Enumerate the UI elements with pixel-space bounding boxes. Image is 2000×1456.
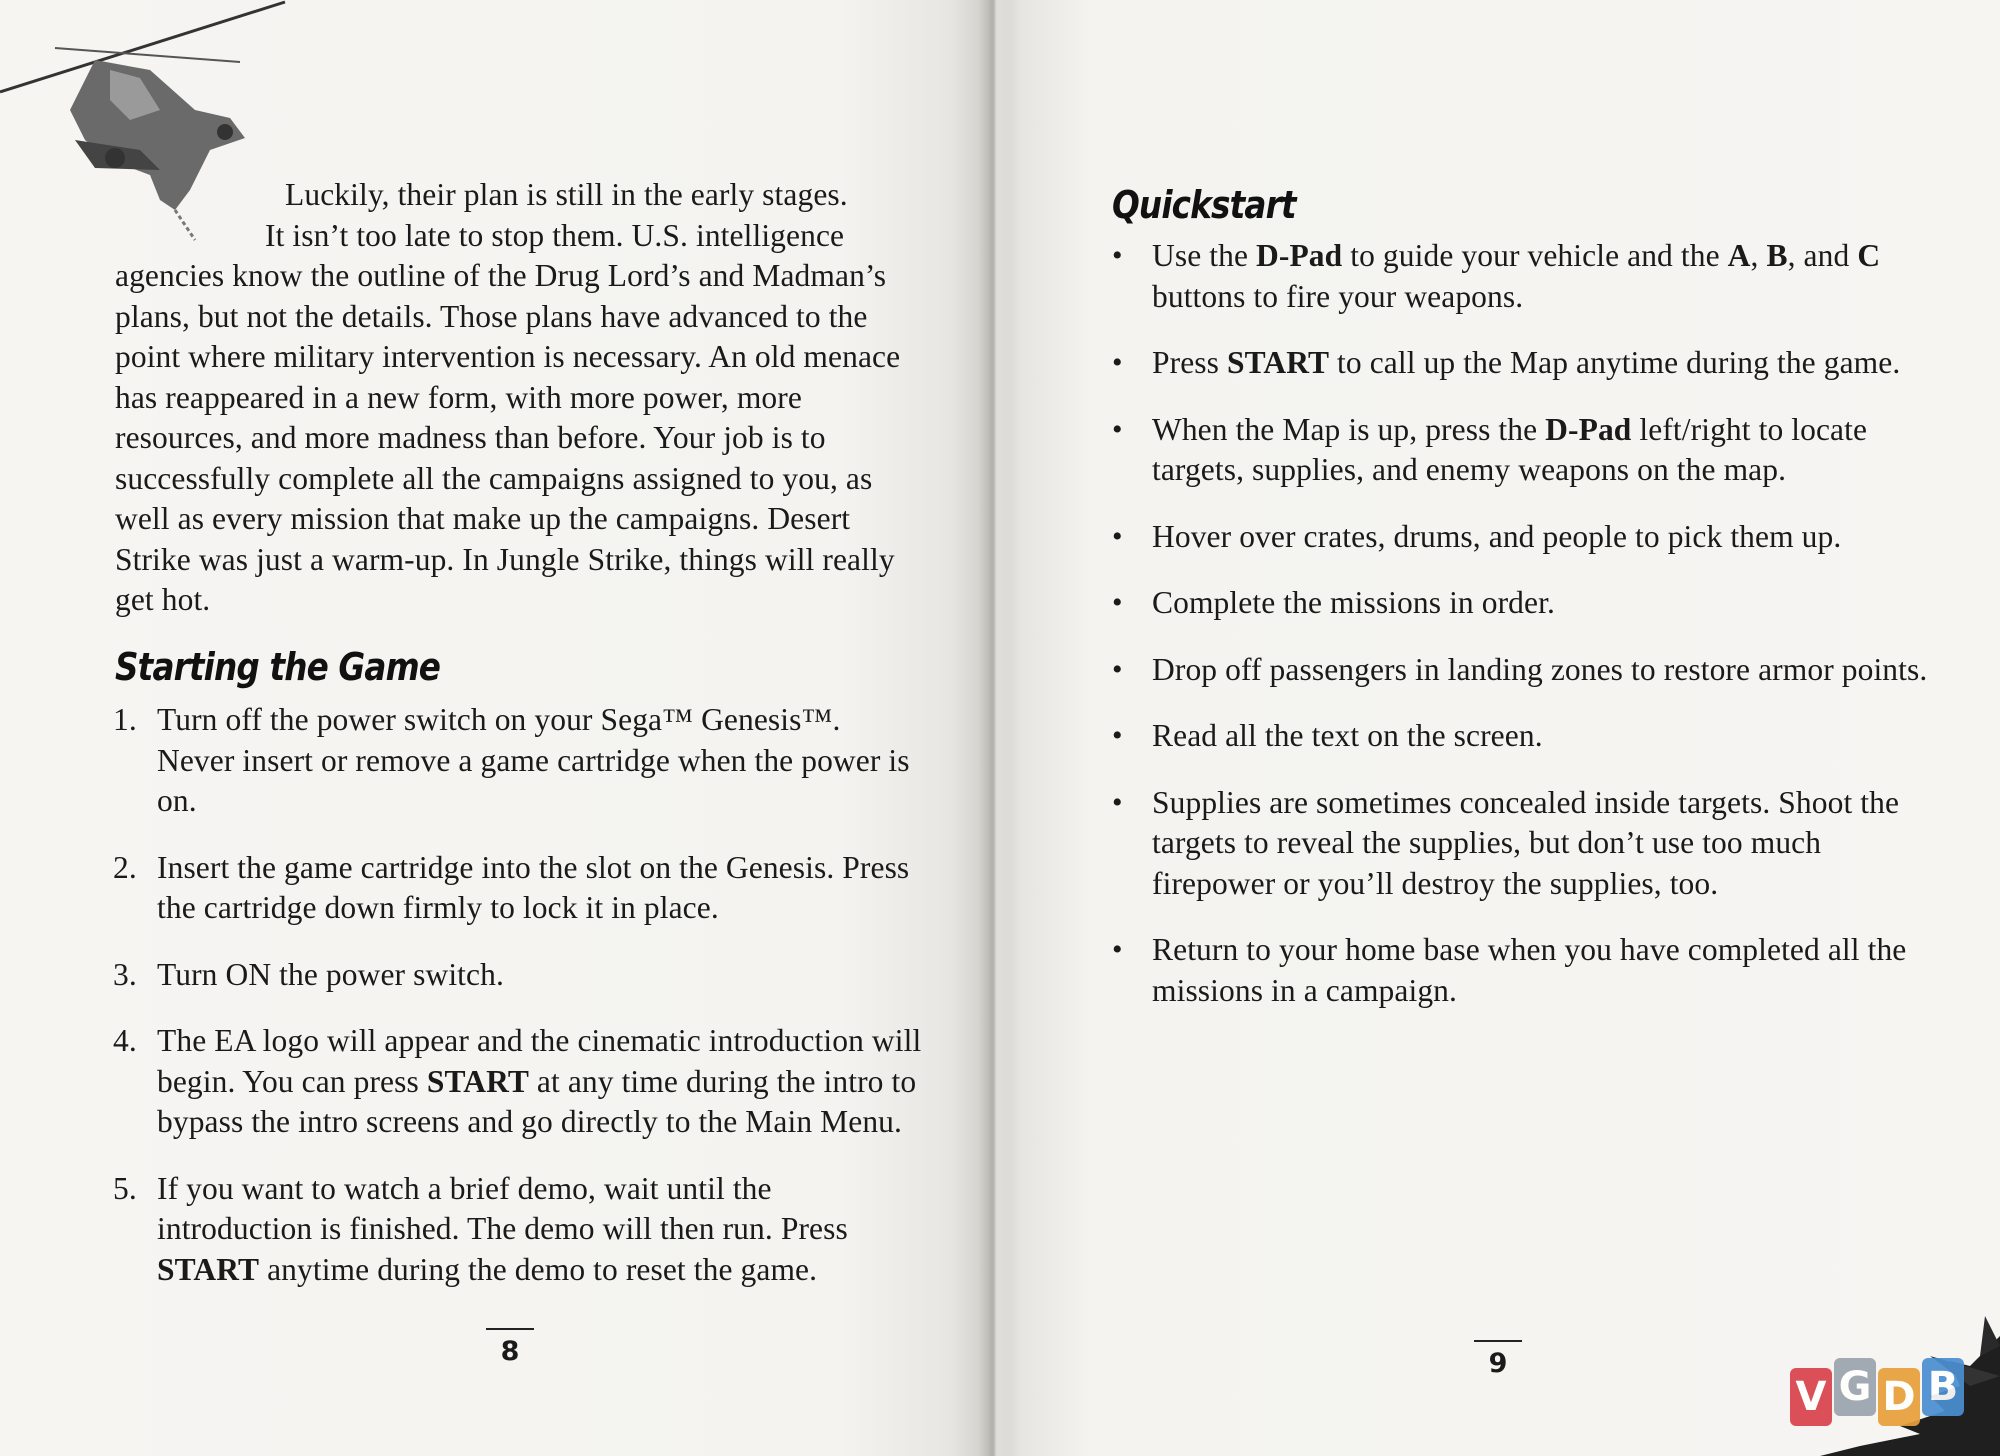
text-run: Press [1152,345,1227,380]
text-run: Insert the game cartridge into the slot on the Genesis. Press the cartridge down firmly to lock it in place. [157,849,910,925]
text-run: Use the [1152,238,1257,273]
intro-line-2: It isn’t too late to stop them. U.S. intelligence [265,217,845,253]
watermark-letter: G [1834,1358,1876,1416]
text-run: Drop off passengers in landing zones to restore armor points. [1152,651,1928,687]
text-run: When the Map is up, press the [1152,411,1546,447]
text-run: buttons to fire your weapons. [1152,278,1524,314]
text-run: to call up the Map anytime during the game. [1329,345,1901,380]
text-run: , [1750,238,1767,273]
book-spine-crease [978,0,1012,1456]
text-run: at any time during the intro to bypass the intro screens and go directly to the Main Menu. [157,1063,917,1139]
step-item [113,1021,923,1143]
quickstart-item [1108,410,1938,491]
bullet-icon: • [1112,719,1123,752]
bold-term: C [1857,238,1881,273]
quickstart-item [1108,650,1938,691]
bullet-icon: • [1112,785,1123,819]
text-run: , and [1787,238,1858,273]
step-number: 1. [113,702,137,737]
text-run: Turn ON the power switch. [157,956,504,992]
text-run: Complete the missions in order. [1152,585,1555,620]
section-title-quickstart: Quickstart [1112,183,1296,227]
bullet-icon: • [1112,412,1123,446]
intro-body: agencies know the outline of the Drug Lord’s and Madman’s plans, but not the details. Those plans have advanced to the point where military intervention is necessary. An old menace has reappeared in a new form, with more power, more resources, and more madness than before. Your job is to successfully complete all the campaigns assigned to you, as well as every mission that make up the campaigns. Desert Strike was just a warm-up. In Jungle Strike, things will really get hot. [115,258,901,617]
quickstart-list [1108,236,1938,1037]
step-number: 4. [113,1023,137,1058]
watermark-letter: B [1922,1358,1964,1416]
bullet-icon: • [1112,652,1123,686]
text-run: Hover over crates, drums, and people to pick them up. [1152,518,1842,554]
intro-line-1: Luckily, their plan is still in the early stages. [285,177,848,212]
text-run: If you want to watch a brief demo, wait until the introduction is finished. The demo will then run. Press [157,1170,848,1246]
bullet-icon: • [1112,239,1123,272]
page-number-right: 9 [1468,1348,1528,1379]
bold-term: START [157,1251,260,1287]
text-run: left/right to locate targets, supplies, and enemy weapons on the map. [1152,411,1868,487]
vgdb-watermark [1790,1364,1966,1426]
step-number: 5. [113,1170,137,1206]
bold-term: START [426,1063,529,1099]
quickstart-item [1108,583,1938,624]
bold-term: A [1727,238,1751,273]
quickstart-item [1108,716,1938,757]
text-run: Read all the text on the screen. [1152,718,1543,753]
step-item [113,1169,923,1291]
step-number: 3. [113,956,137,992]
bullet-icon: • [1112,519,1123,553]
watermark-letter: D [1878,1368,1920,1426]
step-item [113,848,923,929]
bullet-icon: • [1112,346,1123,379]
text-run: Turn off the power switch on your Sega™ Genesis™. Never insert or remove a game cartridge when the power is on. [157,702,910,818]
quickstart-item [1108,236,1938,317]
text-run: Return to your home base when you have completed all the missions in a campaign. [1152,932,1907,1008]
quickstart-item [1108,343,1938,384]
step-item [113,700,923,822]
step-number: 2. [113,849,137,885]
left-page [0,0,990,1456]
text-run: The EA logo will appear and the cinematic introduction will begin. You can press [157,1023,922,1099]
bold-term: B [1766,238,1788,273]
bullet-icon: • [1112,586,1123,619]
text-run: anytime during the demo to reset the game. [259,1251,818,1287]
text-run: to guide your vehicle and the [1342,238,1728,273]
bullet-icon: • [1112,933,1123,966]
quickstart-item [1108,930,1938,1011]
quickstart-item [1108,517,1938,558]
section-title-starting: Starting the Game [115,645,441,689]
intro-paragraph [115,175,915,621]
quickstart-item [1108,783,1938,905]
step-item [113,955,923,996]
starting-steps-list [113,700,923,1316]
text-run: Supplies are sometimes concealed inside targets. Shoot the targets to reveal the supplies, but don’t use too much firepower or you’ll destroy the supplies, too. [1152,784,1900,901]
bold-term: D-Pad [1545,411,1632,447]
page-number-left: 8 [480,1336,540,1367]
bold-term: D-Pad [1256,238,1343,273]
bold-term: START [1226,345,1330,380]
watermark-letter: V [1790,1368,1832,1426]
